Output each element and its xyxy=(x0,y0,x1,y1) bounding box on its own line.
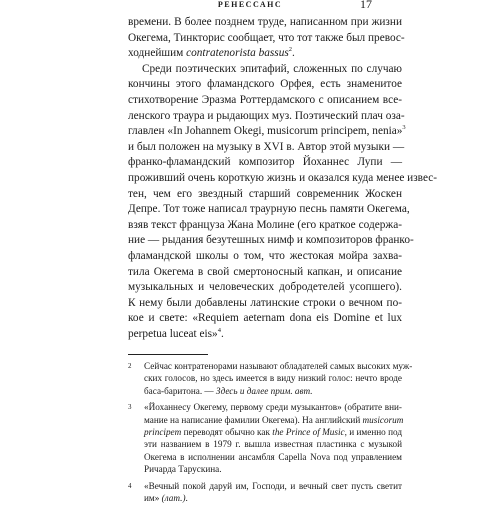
text-line: К нему были добавлены латинские строки о вечном по- xyxy=(128,296,402,309)
text-line: взяв текст француза Жана Молине (его краткое содержа- xyxy=(128,218,402,231)
italic-term: contratenorista bassus xyxy=(186,47,289,60)
text-line: и был положен на музыку в XVI в. Автор этой музыки — xyxy=(128,140,405,153)
page-number: 17 xyxy=(360,0,372,11)
footnote-ref: 4 xyxy=(217,327,221,335)
footnote-number: 4 xyxy=(128,481,132,490)
italic-term: principem xyxy=(144,427,182,438)
footnote-line: Ричарда Тарускина. xyxy=(144,464,222,475)
footnote-line: им» (лат.). xyxy=(144,493,188,504)
text-line: ленского траура и рыдающих муз. Поэтический плач оза- xyxy=(128,109,405,122)
footnote-number: 3 xyxy=(128,403,132,412)
italic-note: Здесь и далее прим. авт. xyxy=(215,385,313,396)
footnote-ref: 3 xyxy=(402,124,406,132)
footnote-divider xyxy=(128,354,208,355)
footnote-line: «Йоханнесу Окегему, первому среди музыкантов» (обратите вни- xyxy=(144,402,402,413)
paragraph-2 xyxy=(128,62,438,343)
text-line: тила Окегема в свой смертоносный капкан, и описание xyxy=(128,265,402,278)
footnote-ref: 2 xyxy=(288,46,292,54)
text-line: проживший очень короткую жизнь и оказался куда менее извес- xyxy=(128,171,438,184)
italic-term: musicorum xyxy=(362,414,404,425)
text-line: музыкальных и человеческих добродетелей усопшего). xyxy=(128,281,402,294)
paragraph-1 xyxy=(128,15,405,62)
text-line: Окегема, Тинкторис сообщает, что тот также был превос- xyxy=(128,31,405,44)
text-line: стихотворение Эразма Роттердамского с описанием все- xyxy=(128,93,402,106)
footnote-2 xyxy=(128,360,413,397)
footnote-line: Сейчас контратенорами называют обладателей самых высоких муж- xyxy=(144,361,413,371)
footnote-line: «Вечный покой даруй им, Господи, и вечный свет пусть светит xyxy=(144,480,402,491)
page-header xyxy=(0,0,500,14)
text-line: Депре. Тот тоже написал траурную песнь памяти Окегема, xyxy=(128,203,410,216)
text-line: тен, чем его звездный старший современник Жоскен xyxy=(128,187,402,200)
footnotes xyxy=(128,360,413,508)
footnote-3 xyxy=(128,401,402,475)
footnote-line: principem переводят обычно как the Prince of Music, и именно под xyxy=(144,427,403,438)
italic-term: the Prince of Music xyxy=(272,427,345,438)
footnote-line: мание на написание фамилии Окегема). На английский musicorum xyxy=(144,414,404,425)
footnote-number: 2 xyxy=(128,362,132,370)
text-line: главлен «In Johannem Okegi, musicorum principem, nenia»$^3$ xyxy=(128,124,406,138)
main-text xyxy=(128,15,438,342)
running-head: РЕНЕССАНС xyxy=(217,0,283,9)
text-line: франко-фламандский композитор Йоханнес Лупи — xyxy=(128,156,402,169)
footnote-line: эти названием в 1979 г. вышла известная пластинка с музыкой xyxy=(144,439,402,450)
text-line: ходнейшим contratenorista bassus$^2$. xyxy=(128,46,295,60)
footnote-line: баса-баритона. — Здесь и далее прим. авт. xyxy=(144,385,313,396)
text-line: фламандской школы о том, что жестокая мойра захва- xyxy=(128,249,402,262)
text-line: кончины этого фламандского Орфея, есть знаменитое xyxy=(128,78,402,91)
text-line: Среди поэтических эпитафий, сложенных по случаю xyxy=(142,62,402,75)
footnote-4 xyxy=(128,480,402,505)
text-line: времени. В более позднем труде, написанном при жизни xyxy=(128,16,402,28)
text-line: ние — рыдания безутешных нимф и композиторов франко- xyxy=(128,234,414,247)
italic-note: (лат.) xyxy=(161,493,186,504)
footnote-line: ских голосов, но здесь имеется в виду низкий голос: нечто вроде xyxy=(144,373,402,384)
text-line: perpetua luceat eis»$^4$. xyxy=(128,327,224,340)
footnote-line: Окегема в исполнении ансамбля Capella Nova под управлением xyxy=(144,451,402,462)
text-line: кое и свете: «Requiem aeternam dona eis Domine et lux xyxy=(128,312,402,325)
